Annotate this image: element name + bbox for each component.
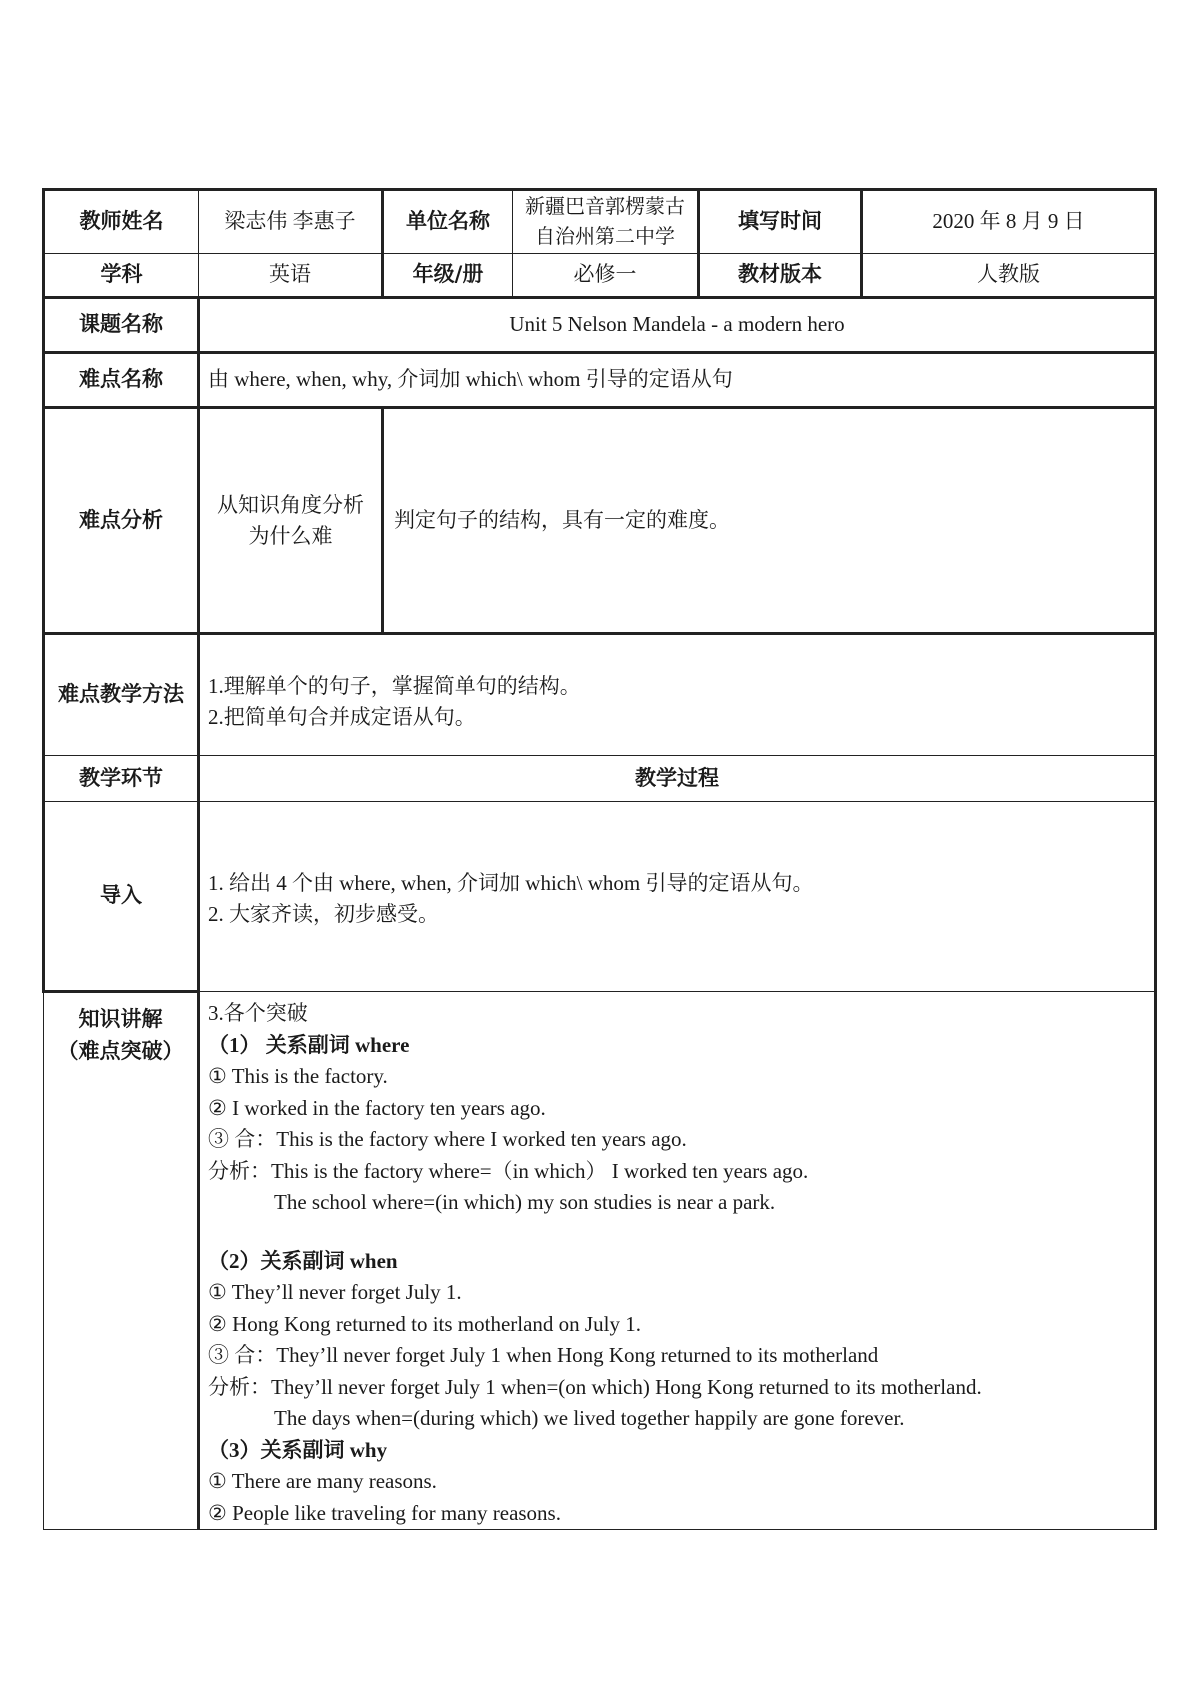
process-header-row (44, 756, 1156, 802)
topic-label: 课题名称 (44, 298, 199, 353)
where-line2: ② I worked in the factory ten years ago. (208, 1095, 546, 1120)
knowledge-row (44, 992, 1156, 1530)
unit-label: 单位名称 (383, 190, 513, 254)
why-title-word: why (349, 1437, 388, 1462)
date-value: 2020 年 8 月 9 日 (862, 190, 1156, 254)
when-line1: ① They’ll never forget July 1. (208, 1280, 462, 1304)
when-title (208, 1246, 1146, 1278)
why-line2: ② People like traveling for many reasons. (208, 1500, 561, 1525)
lesson-plan-sheet (42, 188, 1154, 1530)
why-title-prefix: （3）关系副词 (208, 1437, 350, 1462)
edition-value: 人教版 (862, 254, 1156, 298)
where-line4: 分析：This is the factory where=（in which） I worked ten years ago. (208, 1158, 809, 1183)
teacher-row (44, 190, 1156, 254)
topic-row (44, 298, 1156, 353)
intro-value (199, 802, 1156, 992)
date-label: 填写时间 (699, 190, 862, 254)
difficulty-row (44, 353, 1156, 408)
knowledge-label-line2: （难点突破） (57, 1039, 184, 1063)
analysis-sub-label-line1: 从知识角度分析 (217, 492, 364, 517)
when-line4: 分析：They’ll never forget July 1 when=(on which) Hong Kong returned to its motherland. (208, 1374, 982, 1399)
method-label: 难点教学方法 (44, 634, 199, 756)
where-line1: ① This is the factory. (208, 1064, 388, 1088)
analysis-row (44, 408, 1156, 634)
knowledge-heading: 3.各个突破 (208, 1001, 308, 1025)
analysis-sub-label-line2: 为什么难 (248, 523, 333, 548)
where-title-word: where (355, 1032, 410, 1057)
topic-value: Unit 5 Nelson Mandela - a modern hero (199, 298, 1156, 353)
unit-value-line1: 新疆巴音郭楞蒙古 (525, 196, 685, 218)
intro-label: 导入 (44, 802, 199, 992)
analysis-label: 难点分析 (44, 408, 199, 634)
intro-line2: 2. 大家齐读，初步感受。 (208, 901, 439, 926)
knowledge-label (44, 992, 199, 1530)
edition-label: 教材版本 (699, 254, 862, 298)
analysis-sub-label (199, 408, 383, 634)
why-line1: ① There are many reasons. (208, 1469, 437, 1493)
when-line5: The days when=(during which) we lived together happily are gone forever. (274, 1406, 905, 1430)
where-line3: ③ 合：This is the factory where I worked ten years ago. (208, 1127, 687, 1151)
method-row (44, 634, 1156, 756)
grade-value: 必修一 (513, 254, 699, 298)
knowledge-label-line1: 知识讲解 (78, 1007, 163, 1031)
method-value (199, 634, 1156, 756)
grade-label: 年级/册 (383, 254, 513, 298)
when-title-prefix: （2）关系副词 (208, 1248, 350, 1273)
when-line2: ② Hong Kong returned to its motherland on July 1. (208, 1311, 641, 1336)
intro-line1: 1. 给出 4 个由 where, when, 介词加 which\ whom 引导的定语从句。 (208, 870, 814, 895)
where-line5: The school where=(in which) my son studies is near a park. (274, 1190, 776, 1214)
difficulty-label: 难点名称 (44, 353, 199, 408)
subject-row (44, 254, 1156, 298)
unit-value-line2: 自治州第二中学 (535, 226, 675, 248)
knowledge-content (199, 992, 1156, 1530)
intro-row (44, 802, 1156, 992)
teacher-value: 梁志伟 李惠子 (199, 190, 383, 254)
process-label: 教学过程 (199, 756, 1156, 802)
lesson-plan-table (42, 188, 1157, 1530)
method-line2: 2.把简单句合并成定语从句。 (208, 705, 476, 729)
subject-label: 学科 (44, 254, 199, 298)
teacher-label: 教师姓名 (44, 190, 199, 254)
difficulty-value: 由 where, when, why, 介词加 which\ whom 引导的定语从句 (199, 353, 1156, 408)
unit-value (513, 190, 699, 254)
when-title-word: when (349, 1248, 398, 1273)
where-title (208, 1030, 1146, 1062)
method-line1: 1.理解单个的句子，掌握简单句的结构。 (208, 674, 581, 698)
where-title-prefix: （1） 关系副词 (208, 1032, 355, 1057)
analysis-value: 判定句子的结构，具有一定的难度。 (383, 408, 1156, 634)
why-title (208, 1435, 1146, 1467)
when-line3: ③ 合：They’ll never forget July 1 when Hong Kong returned to its motherland (208, 1343, 879, 1367)
stage-label: 教学环节 (44, 756, 199, 802)
subject-value: 英语 (199, 254, 383, 298)
